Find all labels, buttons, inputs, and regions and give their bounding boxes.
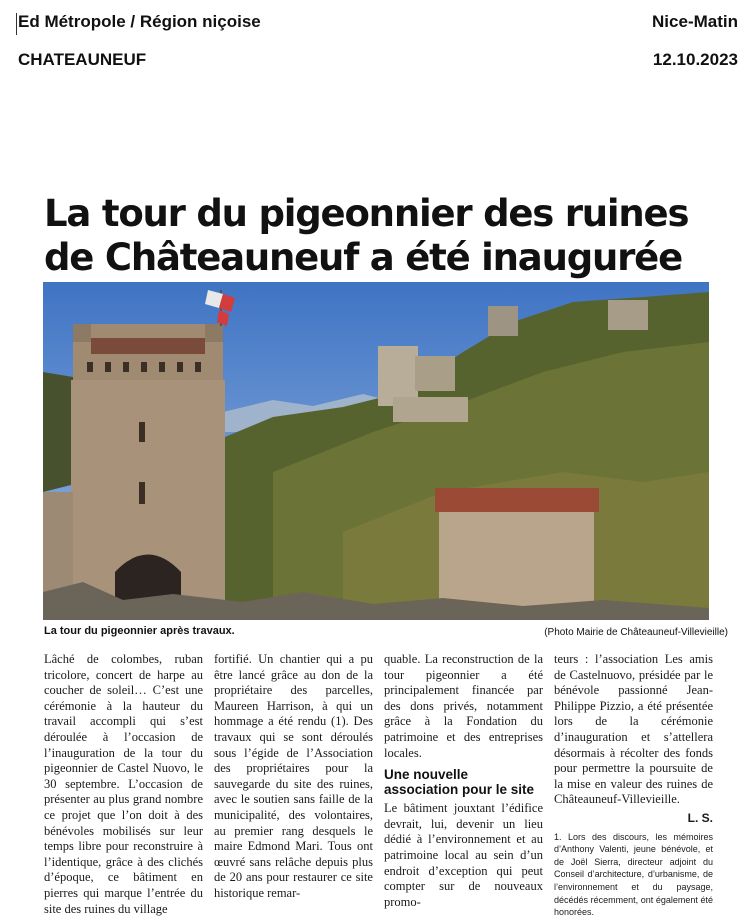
author-signature: L. S.: [687, 810, 713, 825]
headline-line-2: de Châteauneuf a été inaugurée: [44, 236, 682, 279]
article-subhead: Une nouvelle association pour le site: [384, 767, 535, 798]
column-2-text: fortifié. Un chantier qui a pu être lancé grâce au don de la propriétaire des parcelles, Maureen Harrison, à qui un hommage a été rendu (1). Des travaux qui se sont déroulés sous l’égide de l’Association des propriétaires pour la sauvegarde du site des ruines, avec le soutien sans faille de la municipalité, des volontaires, au premier rang desquels le maire Edmond Mari. Tous ont œuvré sans relâche depuis plus de 20 ans pour restaurer ce site historique remar-: [214, 652, 373, 900]
article-column-1: [44, 652, 203, 918]
article-photo: [43, 282, 709, 620]
column-1-text: Lâché de colombes, ruban tricolore, concert de harpe au coucher de soleil… C’est une cérémonie à la hauteur du travail accompli qui s’est déroulée à l’occasion de l’inauguration de la tour du pigeonnier de Castel Nuovo, le 30 septembre. L’occasion de présenter au plus grand nombre ce projet que l’on doit à des bénévoles mobilisés sur leur temps libre pour reconstruire à l’identique, grâce à des clichés d’époque, ce bâtiment en pierres qui marque l’entrée du site des ruines du village: [44, 652, 203, 916]
photo-credit: (Photo Mairie de Châteauneuf-Villevieille): [544, 627, 728, 638]
edition-label: Ed Métropole / Région niçoise: [18, 12, 261, 31]
article-column-3: [384, 652, 543, 918]
headline-line-1: La tour du pigeonnier des ruines: [44, 192, 689, 235]
tower-landscape-illustration: [43, 282, 709, 620]
article-column-2: [214, 652, 373, 918]
footnote: 1. Lors des discours, les mémoires d’Anthony Valenti, jeune bénévole, et de Joël Sierra, directeur adjoint du Conseil d’architecture, d’urbanisme, de l’environnement et du paysage, décédés récemment, ont également été honorées.: [554, 831, 713, 918]
column-4-text: teurs : l’association Les amis de Castelnuovo, présidée par le bénévole passionné Jean-Philippe Pizzio, a été présentée lors de la cérémonie d’inauguration et s’attellera désormais à récolter des fonds pour permettre la poursuite de la mise en valeur des ruines de Châteauneuf-Villevieille.: [554, 652, 713, 807]
publication-date: 12.10.2023: [652, 50, 738, 69]
photo-caption: La tour du pigeonnier après travaux.: [44, 625, 235, 637]
article-headline: [44, 192, 724, 280]
newspaper-name: Nice-Matin: [652, 12, 738, 31]
column-3-text-b: Le bâtiment jouxtant l’édifice devrait, lui, devenir un lieu dédié à l’environnement et au patrimoine local au sein d’un endroit d’exception qui peut compter sur de nouveaux promo-: [384, 801, 543, 909]
column-3-text-a: quable. La reconstruction de la tour pigeonnier a été principalement financée par des dons privés, notamment grâce à la Fondation du patrimoine et des entreprises locales.: [384, 652, 543, 760]
section-label: CHATEAUNEUF: [18, 50, 147, 69]
article-column-4: [554, 652, 713, 918]
